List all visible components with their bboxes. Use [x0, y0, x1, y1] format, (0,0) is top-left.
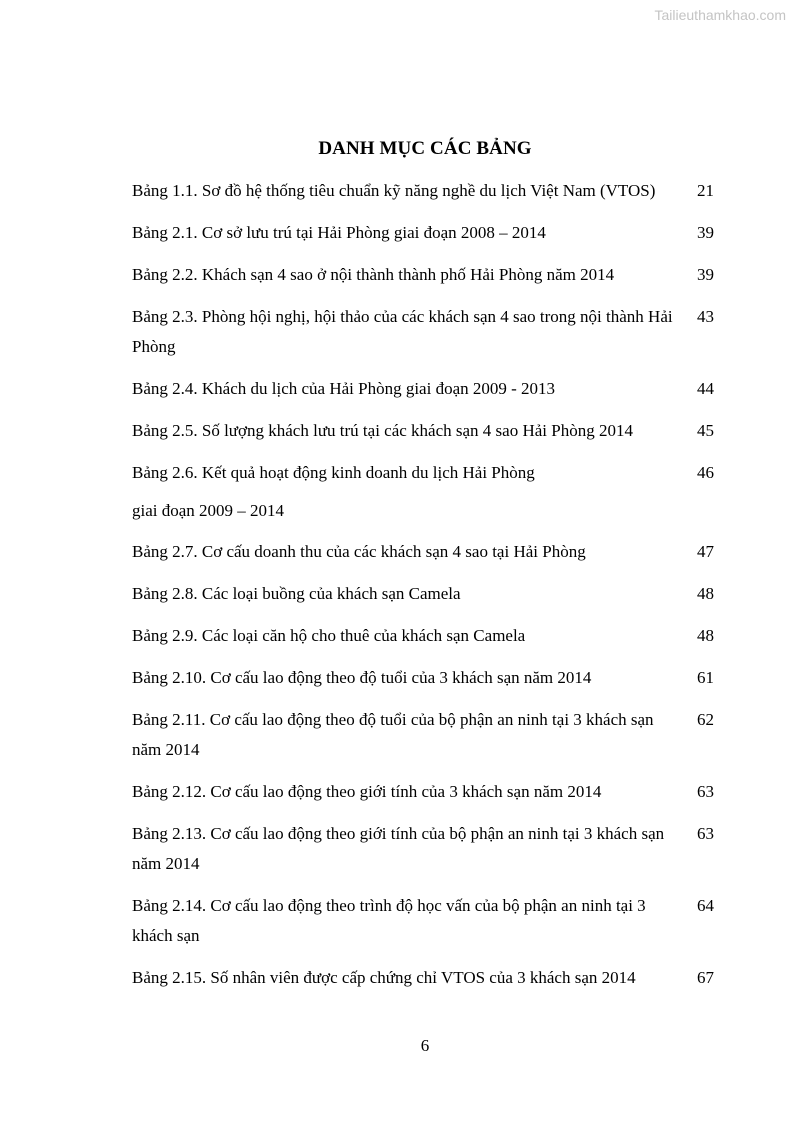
entry-page: 63	[697, 782, 714, 801]
entry-page: 39	[697, 265, 714, 284]
entry-text: Bảng 2.7. Cơ cấu doanh thu của các khách sạn 4 sao tại Hải Phòng	[132, 542, 586, 561]
list-item[interactable]	[132, 416, 714, 446]
entry-page: 46	[697, 463, 714, 482]
list-item-continuation	[132, 496, 714, 526]
entry-text: Bảng 2.8. Các loại buồng của khách sạn Camela	[132, 584, 461, 603]
list-item[interactable]	[132, 891, 714, 951]
entry-text: Bảng 2.1. Cơ sở lưu trú tại Hải Phòng giai đoạn 2008 – 2014	[132, 223, 546, 242]
entry-text: Bảng 2.15. Số nhân viên được cấp chứng chỉ VTOS của 3 khách sạn 2014	[132, 968, 636, 987]
entry-text: Bảng 2.9. Các loại căn hộ cho thuê của khách sạn Camela	[132, 626, 526, 645]
page-number: 6	[420, 1036, 430, 1055]
entry-text: Bảng 1.1. Sơ đồ hệ thống tiêu chuẩn kỹ năng nghề du lịch Việt Nam (VTOS)	[132, 181, 656, 200]
entry-page: 63	[697, 824, 714, 843]
entry-text: Bảng 2.13. Cơ cấu lao động theo giới tính của bộ phận an ninh tại 3 khách sạn năm 2014	[132, 824, 665, 873]
entry-text: Bảng 2.2. Khách sạn 4 sao ở nội thành thành phố Hải Phòng năm 2014	[132, 265, 615, 284]
list-item[interactable]	[132, 260, 714, 290]
entry-text: Bảng 2.10. Cơ cấu lao động theo độ tuổi của 3 khách sạn năm 2014	[132, 668, 592, 687]
entry-page: 39	[697, 223, 714, 242]
list-item[interactable]	[132, 218, 714, 248]
entry-text: Bảng 2.12. Cơ cấu lao động theo giới tính của 3 khách sạn năm 2014	[132, 782, 602, 801]
watermark: Tailieuthamkhao.com	[654, 7, 786, 23]
list-item[interactable]	[132, 705, 714, 765]
list-item[interactable]	[132, 537, 714, 567]
list-item[interactable]	[132, 663, 714, 693]
entry-text: Bảng 2.14. Cơ cấu lao động theo trình độ học vấn của bộ phận an ninh tại 3 khách sạn	[132, 896, 646, 945]
list-item[interactable]	[132, 819, 714, 879]
entry-page: 43	[697, 307, 714, 326]
page-title: DANH MỤC CÁC BẢNG	[318, 138, 532, 159]
list-item[interactable]	[132, 302, 714, 362]
entry-text: Bảng 2.6. Kết quả hoạt động kinh doanh du lịch Hải Phòng	[132, 463, 535, 482]
list-item[interactable]	[132, 963, 714, 993]
list-item[interactable]	[132, 621, 714, 651]
list-item[interactable]	[132, 374, 714, 404]
entry-text: giai đoạn 2009 – 2014	[132, 501, 285, 520]
entry-page: 67	[697, 968, 714, 987]
entry-page: 61	[697, 668, 714, 687]
entry-page: 45	[697, 421, 714, 440]
entry-page: 62	[697, 710, 714, 729]
list-item[interactable]	[132, 458, 714, 488]
entry-page: 47	[697, 542, 714, 561]
entry-page: 44	[697, 379, 714, 398]
entry-text: Bảng 2.4. Khách du lịch của Hải Phòng giai đoạn 2009 - 2013	[132, 379, 556, 398]
entry-text: Bảng 2.3. Phòng hội nghị, hội thảo của các khách sạn 4 sao trong nội thành Hải Phòng	[132, 307, 673, 356]
entry-page: 48	[697, 626, 714, 645]
entry-page: 64	[697, 896, 714, 915]
entry-page: 48	[697, 584, 714, 603]
entry-text: Bảng 2.11. Cơ cấu lao động theo độ tuổi của bộ phận an ninh tại 3 khách sạn năm 2014	[132, 710, 654, 759]
list-item[interactable]	[132, 777, 714, 807]
list-item[interactable]	[132, 176, 714, 206]
entry-page: 21	[697, 181, 714, 200]
list-item[interactable]	[132, 579, 714, 609]
entry-text: Bảng 2.5. Số lượng khách lưu trú tại các khách sạn 4 sao Hải Phòng 2014	[132, 421, 633, 440]
